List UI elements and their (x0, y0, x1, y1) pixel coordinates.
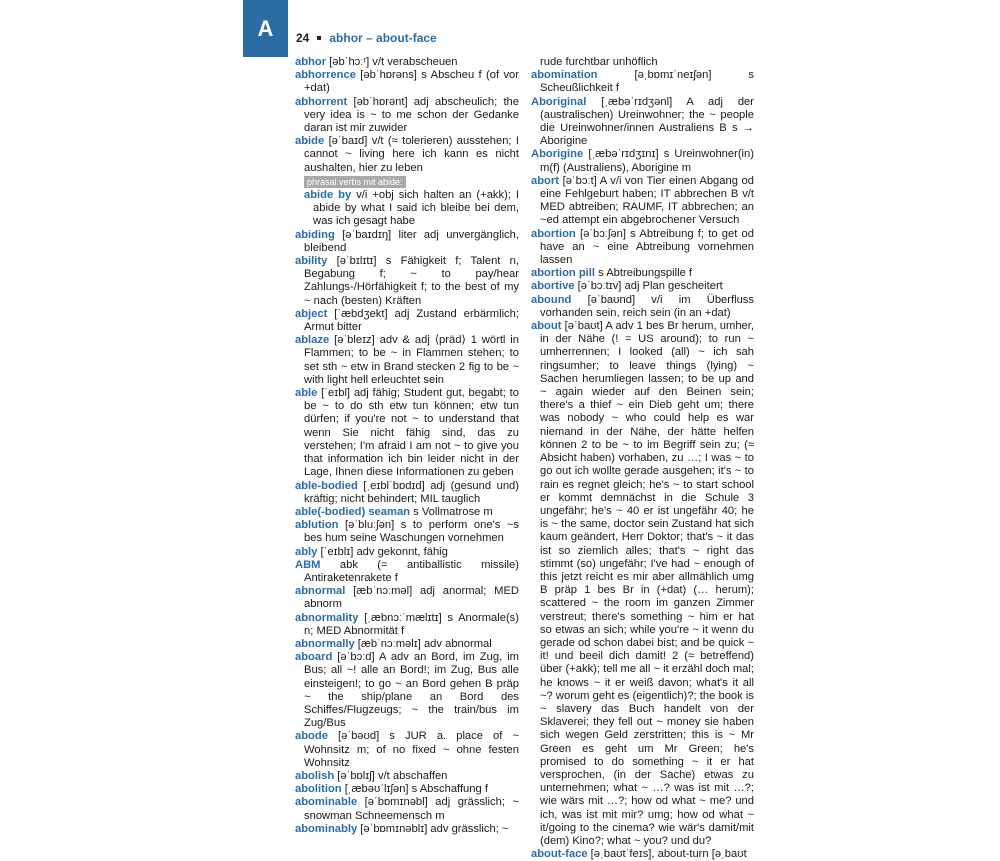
entry: abhorrent [əbˈhɒrənt] adj abscheulich; the very idea is ~ to me schon der Gedanke daran ist mir zuwider (295, 95, 519, 135)
entry: abject [ˈæbdʒekt] adj Zustand erbärmlich; Armut bitter (295, 307, 519, 334)
phrasal-verb-label: phrasal verbs mit abide: (295, 175, 519, 189)
entry: Aboriginal [ˌæbəˈrɪdʒənl] A adj der (australischen) Ureinwohner; the ~ people die Ureinwohner/innen Australiens B s → Aborigine (531, 95, 754, 148)
entry: able(-bodied) seaman s Vollmatrose m (295, 505, 493, 518)
entry: abominable [əˈbɒmɪnəbl] adj grässlich; ~ snowman Schneemensch m (295, 796, 519, 822)
entry: abolition [ˌæbəʊˈlɪʃən] s Abschaffung f (295, 783, 488, 796)
entry: abide [əˈbaɪd] v/t (≈ tolerieren) ausstehen; I cannot ~ living here ich kann es nicht aushalten, hier zu leben (295, 135, 519, 174)
entry: abortion [əˈbɔːʃən] s Abtreibung f; to get od have an ~ eine Abtreibung vornehmen lassen (531, 227, 754, 267)
entry: abnormally [æbˈnɔːməlɪ] adv abnormal (295, 637, 492, 650)
entry: about [əˈbaʊt] A adv 1 bes Br herum, umher, in der Nähe (! = US around); to run ~ umherrennen; I looked (all) ~ ich sah ringsumher; to leave things (lying) ~ Sachen herumliegen lassen; to be up and ~ again wieder auf den Beinen sein; there's a thief ~ ein Dieb geht um; there was nobody ~ who could help es war niemand in der Nähe, der hätte helfen können 2 to be ~ to im Begriff sein zu; (≈ Absicht haben) vorhaben, zu …; I was ~ to go out ich wollte gerade ausgehen; it's ~ to rain es regnet gleich; he's ~ to start school er kommt demnächst in die Schule 3 ungefähr; he's ~ 40 er ist ungefähr 40; he is ~ the same, doctor sein Zustand hat sich kaum geändert, Herr Doktor; that's ~ it das ist so ziemlich alles; that's ~ right das stimmt (so) ungefähr; I've had ~ enough of this jetzt reicht es mir aber allmählich umg B präp 1 bes Br in (+dat) (… herum); scattered ~ the room im ganzen Zimmer verstreut; there's something ~ him er hat so etwas an sich; while you're ~ it wenn du gerade od schon dabei bist; and be quick ~ it! und beeil dich damit! 2 (≈ betreffend) über (+akk); tell me all ~ it erzähl doch mal; he knows ~ it er weiß davon; what's it all ~? worum geht es (eigentlich)?; the book is ~ slavery das Buch handelt von der Sklaverei; they fell out ~ money sie haben sich wegen Geld zerstritten; this is ~ Mr Green es geht um Mr Green; he's promised to do something ~ it er hat versprochen, (in der Sache) etwas zu unternehmen; what ~ …? was ist mit …?; wie wärs mit …?; how od what ~ me? und ich, was ist mit mir? umg; how od what ~ it/going to the cinema? wie wär's damit/mit (dem) Kino?; what ~ you? und du? (531, 320, 754, 847)
entry: abound [əˈbaʊnd] v/i im Überfluss vorhanden sein, reich sein (in an +dat) (531, 293, 754, 319)
entry: abiding [əˈbaɪdɪŋ] liter adj unvergänglich, bleibend (295, 228, 519, 254)
entry: Aborigine [ˌæbəˈrɪdʒɪnɪ] s Ureinwohner(in) m(f) (Australiens), Aborigine m (531, 148, 754, 174)
entry: abnormality [ˌæbnɔːˈmælɪtɪ] s Anormale(s) n; MED Abnormität f (295, 611, 519, 637)
sub-entry: abide by v/i +obj sich halten an (+akk); I abide by what I said ich bleibe bei dem, was ich gesagt habe (304, 189, 519, 228)
entry: ably [ˈeɪblɪ] adv gekonnt, fähig (295, 545, 448, 558)
entry: about-face [əˌbaʊtˈfeɪs], about-turn [əˌbaʊt (531, 848, 747, 861)
right-column (531, 56, 754, 861)
left-column (295, 56, 519, 836)
entry: abortive [əˈbɔːtɪv] adj Plan gescheitert (531, 280, 723, 293)
entry: ablution [əˈbluːʃən] s to perform one's ~s bes hum seine Waschungen vornehmen (295, 519, 519, 545)
entry: abolish [əˈbɒlɪʃ] v/t abschaffen (295, 769, 448, 782)
entry: abhor [əbˈhɔːʳ] v/t verabscheuen (295, 56, 458, 68)
entry: abominably [əˈbɒmɪnəblɪ] adv grässlich; ~ (295, 822, 509, 835)
alphabet-tab: A (243, 0, 288, 57)
entry: abnormal [æbˈnɔːməl] adj anormal; MED abnorm (295, 585, 519, 611)
entry: abortion pill s Abtreibungspille f (531, 267, 693, 280)
entry: ABM abk (= antiballistic missile) Antiraketenrakete f (295, 558, 519, 584)
entry-range: abhor – about-face (329, 31, 437, 45)
page-number: 24 (296, 31, 310, 45)
entry: abomination [əˌbɒmɪˈneɪʃən] s Scheußlichkeit f (531, 69, 754, 95)
entry: abhorrence [əbˈhɒrəns] s Abscheu f (of vor +dat) (295, 69, 519, 95)
entry: ability [əˈbɪlɪtɪ] s Fähigkeit f; Talent n, Begabung f; ~ to pay/hear Zahlungs-/Hörfähigkeit f; to the best of my ~ nach (besten) Kräften (295, 255, 519, 307)
entry: abode [əˈbəʊd] s JUR a. place of ~ Wohnsitz m; of no fixed ~ ohne festen Wohnsitz (295, 730, 519, 769)
entry: abort [əˈbɔːt] A v/i von Tier einen Abgang od eine Fehlgeburt haben; IT abbrechen B v/t MED abtreiben; RAUMF, IT abbrechen; an ~ed attempt ein abgebrochener Versuch (531, 174, 754, 227)
bullet-icon (317, 36, 321, 40)
entry: able-bodied [ˌeɪblˈbɒdɪd] adj (gesund und) kräftig; nicht behindert; MIL tauglich (295, 479, 519, 505)
entry: aboard [əˈbɔːd] A adv an Bord, im Zug, im Bus; all ~! alle an Bord!; im Zug, Bus alle einsteigen!; to go ~ an Bord gehen B präp ~ the ship/plane an Bord des Schiffes/Flugzeugs; ~ the train/bus im Zug/Bus (295, 651, 519, 730)
entry: able [ˈeɪbl] adj fähig; Student gut, begabt; to be ~ to do sth etw tun können; etw tun dürfen; if you're not ~ to understand that wenn Sie nicht fähig sind, das zu verstehen; I'm afraid I am not ~ to give you that information ich bin leider nicht in der Lage, Ihnen diese Informationen zu geben (295, 387, 519, 479)
entry: ablaze [əˈbleɪz] adv & adj ⟨präd⟩ 1 wörtl in Flammen; to be ~ in Flammen stehen; to set sth ~ etw in Brand stecken 2 fig to be ~ with light hell erleuchtet sein (295, 334, 519, 386)
entry-continuation: rude furchtbar unhöflich (540, 56, 658, 68)
running-header (296, 31, 437, 45)
